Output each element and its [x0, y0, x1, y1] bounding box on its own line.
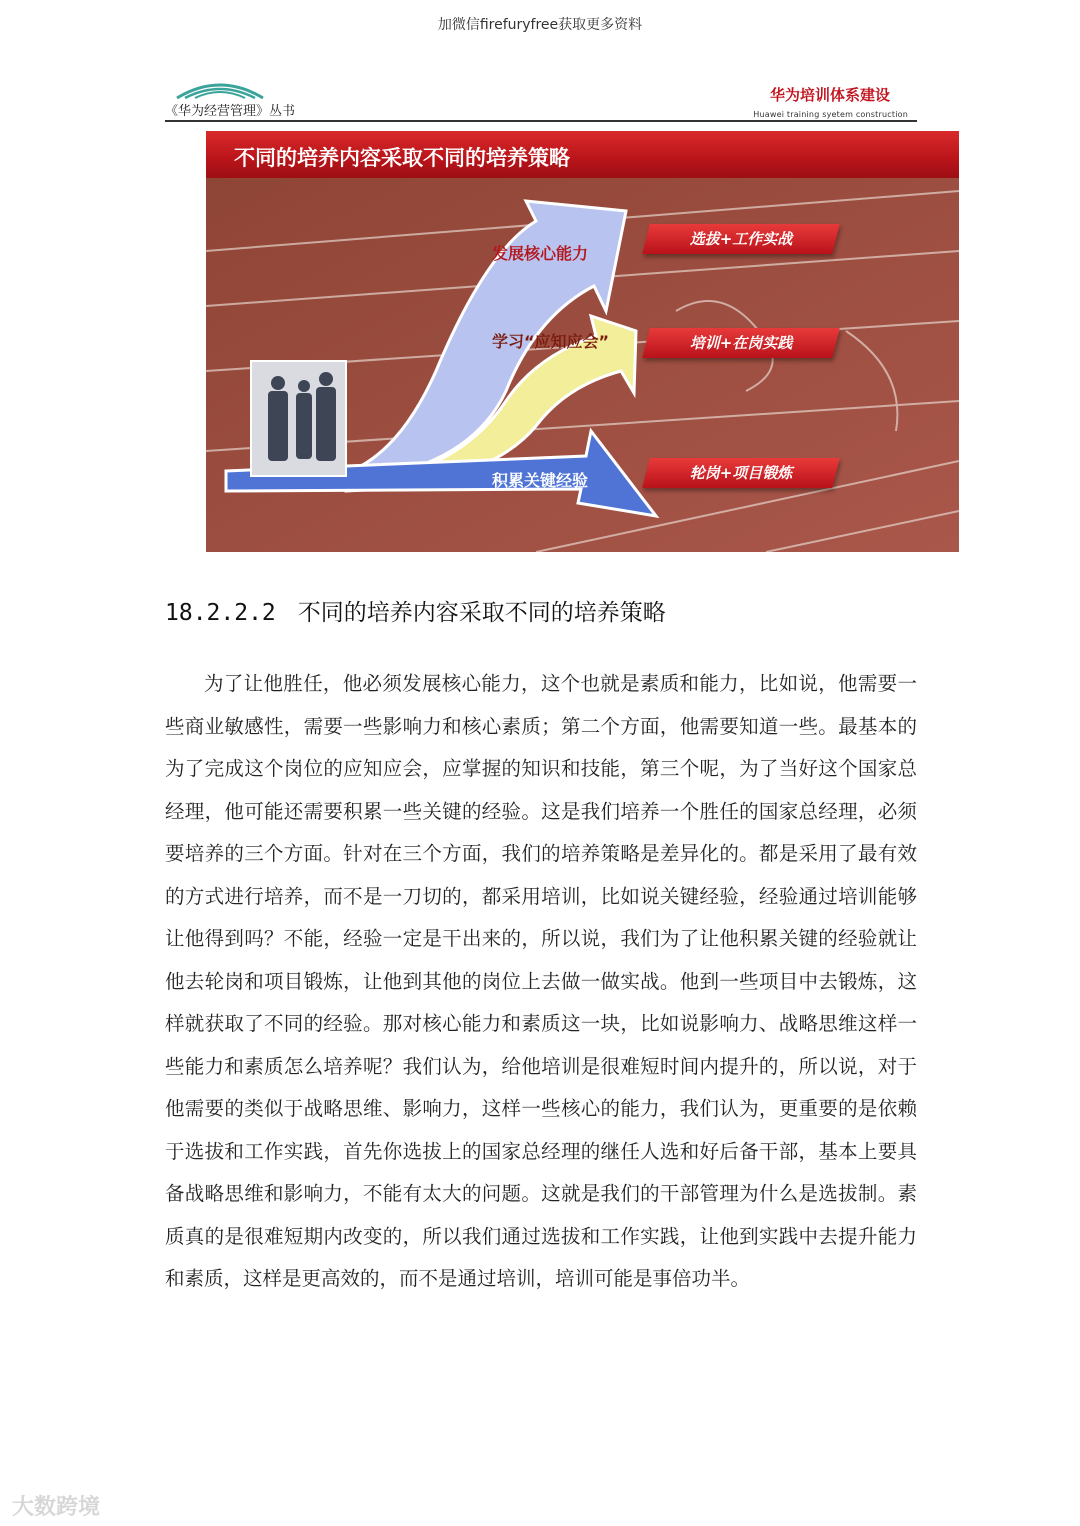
- section-heading: [165, 594, 666, 627]
- top-note: 加微信firefuryfree获取更多资料: [437, 17, 643, 33]
- header-rule: [165, 120, 917, 122]
- tag-label: 选拔+工作实战: [689, 230, 793, 248]
- arrow-label-experience: 积累关键经验: [492, 471, 589, 490]
- series-title: 《华为经营管理》丛书: [165, 104, 296, 119]
- section-number: 18.2.2.2: [165, 600, 276, 626]
- arrow-label-know-how: 学习“应知应会”: [492, 332, 610, 351]
- strategy-tag-training: [642, 328, 839, 358]
- person-silhouettes: [268, 372, 336, 461]
- strategy-tag-selection: [642, 224, 839, 254]
- section-title-text: 不同的培养内容采取不同的培养策略: [297, 600, 666, 626]
- brand-title: 华为培训体系建设: [769, 86, 890, 104]
- figure-banner: [206, 131, 959, 178]
- body-paragraph: 为了让他胜任，他必须发展核心能力，这个也就是素质和能力，比如说，他需要一些商业敏感性，需要一些影响力和核心素质；第二个方面，他需要知道一些。最基本的为了完成这个岗位的应知应会，应掌握的知识和技能，第三个呢，为了当好这个国家总经理，他可能还需要积累一些关键的经验。这是我们培养一个胜任的国家总经理，必须要培养的三个方面。针对在三个方面，我们的培养策略是差异化的。都是采用了最有效的方式进行培养，而不是一刀切的，都采用培训，比如说关键经验，经验通过培训能够让他得到吗？不能，经验一定是干出来的，所以说，我们为了让他积累关键的经验就让他去轮岗和项目锻炼，让他到其他的岗位上去做一做实战。他到一些项目中去锻炼，这样就获取了不同的经验。那对核心能力和素质这一块，比如说影响力、战略思维这样一些能力和素质怎么培养呢？我们认为，给他培训是很难短时间内提升的，所以说，对于他需要的类似于战略思维、影响力，这样一些核心的能力，我们认为，更重要的是依赖于选拔和工作实践，首先你选拔上的国家总经理的继任人选和好后备干部，基本上要具备战略思维和影响力，不能有太大的问题。这就是我们的干部管理为什么是选拔制。素质真的是很难短期内改变的，所以我们通过选拔和工作实践，让他到实践中去提升能力和素质，这样是更高效的，而不是通过培训，培训可能是事倍功半。: [165, 672, 917, 1290]
- watermark: 大数跨境: [12, 1495, 101, 1520]
- strategy-figure: [206, 131, 959, 552]
- tag-label: 轮岗+项目锻炼: [689, 464, 793, 482]
- series-logo-icon: [175, 78, 265, 100]
- figure-title: 不同的培养内容采取不同的培养策略: [234, 146, 570, 170]
- strategy-tag-rotation: [642, 458, 839, 488]
- brand-subtitle: Huawei training syetem construction: [753, 110, 908, 119]
- tag-label: 培训+在岗实践: [689, 334, 793, 352]
- arrow-label-core: 发展核心能力: [492, 244, 589, 263]
